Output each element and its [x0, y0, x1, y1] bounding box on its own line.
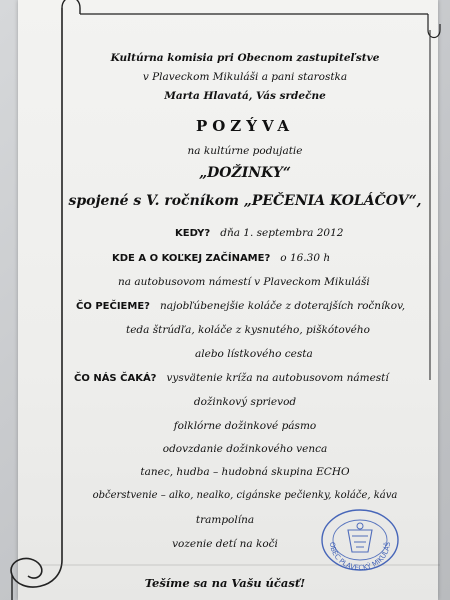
baking-label: ČO PEČIEME? [76, 301, 150, 312]
when-value: dňa 1. septembra 2012 [220, 227, 344, 239]
baking-line-1: najobľúbenejšie koláče z doterajších ročníkov, [159, 300, 406, 312]
header-line-3: Marta Hlavatá, Vás srdečne [164, 90, 326, 102]
header-line-2: v Plaveckom Mikuláši a pani starostka [142, 71, 348, 83]
header-line-1: Kultúrna komisia pri Obecnom zastupiteľstve [110, 52, 380, 64]
svg-text:OBEC PLAVECKÝ MIKULÁŠ [328, 541, 392, 572]
program-item-8: vozenie detí na koči [172, 538, 278, 550]
program-item-5: tanec, hudba – hudobná skupina ECHO [140, 466, 350, 478]
page-title: POZÝVA [195, 117, 295, 135]
program-item-6: občerstvenie – alko, nealko, cigánske pečienky, koláče, káva [92, 490, 398, 501]
baking-line-2: teda štrúdľa, koláče z kysnutého, piškótového [126, 324, 370, 336]
where-label: KDE A O KOĽKEJ ZAČÍNAME? [112, 253, 271, 264]
where-row [112, 252, 330, 264]
event-subtitle: spojené s V. ročníkom „PEČENIA KOLÁČOV“, [68, 193, 422, 209]
stamp-text: OBEC PLAVECKÝ MIKULÁŠ [327, 541, 393, 572]
program-item-4: odovzdanie dožinkového venca [162, 443, 328, 455]
baking-line-3: alebo lístkového cesta [195, 348, 313, 360]
program-row [74, 372, 389, 384]
program-item-3: folklórne dožinkové pásmo [173, 420, 317, 432]
baking-row [76, 300, 405, 312]
program-label: ČO NÁS ČAKÁ? [74, 373, 157, 384]
where-time: o 16.30 h [280, 252, 331, 264]
program-item-2: dožinkový sprievod [193, 396, 297, 408]
municipal-stamp [318, 500, 402, 572]
intro-text: na kultúrne podujatie [187, 145, 303, 157]
closing-text: Tešíme sa na Vašu účasť! [144, 576, 306, 590]
when-row [175, 227, 343, 239]
program-item-7: trampolína [195, 514, 255, 526]
when-label: KEDY? [175, 228, 211, 239]
where-place: na autobusovom námestí v Plaveckom Mikuláši [118, 276, 370, 288]
program-item-1: vysvätenie kríža na autobusovom námestí [166, 372, 389, 384]
event-name: „DOŽINKY“ [199, 165, 291, 181]
